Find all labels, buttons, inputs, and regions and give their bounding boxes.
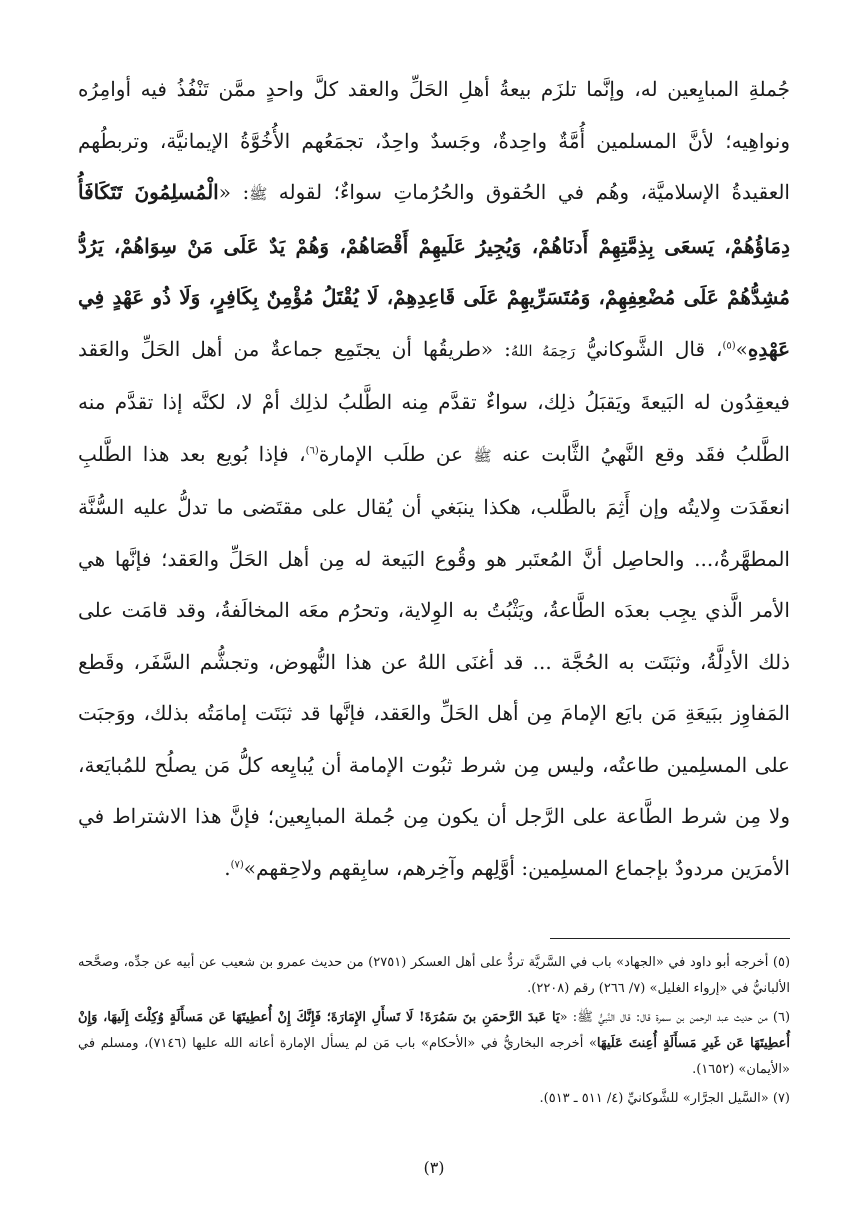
text-segment: : « (218, 180, 250, 204)
footnote-ref-6[interactable]: (٦) (305, 444, 319, 456)
footnote-ref-7[interactable]: (٧) (230, 858, 244, 870)
footnote-ref-5[interactable]: (٥) (722, 339, 736, 351)
text-segment: ، قال الشَّوكانيُّ (586, 336, 723, 361)
main-paragraph (78, 64, 790, 894)
text-segment: عن طلَب الإمارة (318, 441, 474, 466)
footnote-divider (550, 938, 790, 939)
footnote-text: (٦) من حديث عبد الرحمن بن سمرة قال: قال النَّبيُّ (598, 1010, 791, 1025)
footnote-5: (٥) أخرجه أبو داود في «الجهاد» باب في السَّريَّة تردُّ على أهل العسكر (٢٧٥١) من حديث عمرو بن شعيب عن أبيه عن جدِّه، وصحَّحه الألبانيُّ في «إرواء الغليل» (٧/ ٢٦٦) رقم (٢٢٠٨). (78, 955, 791, 996)
hadith-quote: الْمُسلِمُونَ تَتَكَافَأُ دِمَاؤُهُمْ، يَسعَى بِذِمَّتِهِمْ أَدنَاهُمْ، وَيُجِيرُ عَلَيهِمْ أَقْصَاهُمْ، وَهُمْ يَدٌ عَلَى مَنْ سِوَاهُمْ، يَرُدُّ مُشِدُّهُمْ عَلَى مُضْعِفِهِمْ، وَمُتَسَرِّيهِمْ عَلَى قَاعِدِهِمْ، لَا يُقْتَلُ مُؤْمِنٌ بِكَافِرٍ، وَلَا ذُو عَهْدٍ فِي عَهْدِهِ (78, 180, 791, 361)
page-number: (٣) (423, 1158, 445, 1177)
text-segment: ، فإذا بُويع بعد هذا الطَّلبِ انعقَدَت وِلايتُه وإن أَثِمَ بالطَّلب، هكذا ينبَغي أن يُقال على مقتَضى ما تدلُّ عليه السُّنَّة المطهَّرةُ،... والحاصِل أنَّ المُعتَبر هو وقُوع البَيعة له مِن أهل الحَلِّ والعَقد؛ فإنَّها هي الأمر الَّذي يجِب بعدَه الطَّاعةُ، ويَثْبُتُ به الوِلاية، وتحرُم معَه المخالَفةُ، وقد قامَت على ذلك الأدِلَّةُ، وثبَتَت به الحُجَّة ... قد أغنَى اللهُ عن هذا النُّهوض، وتجشُّم السَّفَر، وقَطع المَفاوِز ببَيعَةِ مَن بايَع الإمامَ مِن أهل الحَلِّ والعَقد، فإنَّها قد ثبَتَت إمامَتُه بذلك، ووَجبَت على المسلِمين طاعتُه، وليس مِن شرط ثبُوت الإمامة أن يُبايِعه كلُّ مَن يصلُح للمُبايَعة، ولا مِن شرط الطَّاعة على الرَّجل أن يكون مِن جُملة المبايِعين؛ فإنَّ هذا الاشتراط في الأمرَين مردودٌ بإجماع المسلِمين: أوَّلِهم وآخِرهم، سابِقهم ولاحِقهم» (78, 441, 790, 880)
footnote-hadith-quote: يَا عَبدَ الرَّحمَنِ بنَ سَمُرَةَ! لَا تَسأَلِ الإِمَارَةَ؛ فَإِنَّكَ إِنْ أُعطِيتَهَا عَن مَسأَلَةٍ وُكِلْتَ إِلَيهَا، وَإِنْ أُعطِيتَهَا عَن غَيرِ مَسأَلَةٍ أُعِنتَ عَلَيهَا (78, 1010, 790, 1051)
text-segment: جُملةِ المبايِعين له، وإنَّما تلزَم بيعةُ أهلِ الحَلِّ والعقد كلَّ واحدٍ ممَّن تَنْفُذُ فيه أوامِرُه ونواهِيه؛ لأنَّ المسلمين أُمَّةٌ واحِدةٌ، وجَسدٌ واحِدٌ، تجمَعُهم الأُخُوَّةُ الإيمانيَّة، وتربطُهم العقيدةُ الإسلاميَّة، وهُم في الحُقوق والحُرُماتِ سواءٌ؛ لقوله (78, 77, 790, 204)
salawat-symbol: ﷺ (249, 185, 268, 203)
salawat-symbol: ﷺ (577, 1010, 593, 1025)
text-segment: : «طريقُها أن يجتَمِع جماعةٌ من أهل الحَلِّ والعَقد فيعقِدُون له البَيعةَ ويَقبَلُ ذلِك، سواءٌ تقدَّم مِنه الطَّلبُ لذلِك أمْ لا، لكنَّه إذا تقدَّم منه الطَّلبُ فقَد وقع النَّهيُ الثَّابت عنه (78, 336, 790, 466)
footnote-text: : « (559, 1010, 578, 1025)
text-segment: . (224, 855, 231, 880)
main-text-block (78, 64, 790, 894)
salawat-symbol: ﷺ (473, 446, 492, 465)
footnotes-section (78, 950, 790, 1115)
footnote-text: » أخرجه البخاريُّ في «الأحكام» باب مَن لم يسأل الإمارة أعانه الله عليها (٧١٤٦)، ومسلم في «الأيمان» (١٦٥٢). (78, 1036, 790, 1077)
footnote-6 (78, 1005, 790, 1083)
footnote-7: (٧) «السَّيل الجرَّار» للشَّوكانيِّ (٤/ ٥١١ ـ ٥١٣). (539, 1091, 790, 1106)
rahimahullah-symbol: رَحِمَهُ اللهُ (510, 341, 576, 360)
text-segment: » (735, 336, 748, 361)
